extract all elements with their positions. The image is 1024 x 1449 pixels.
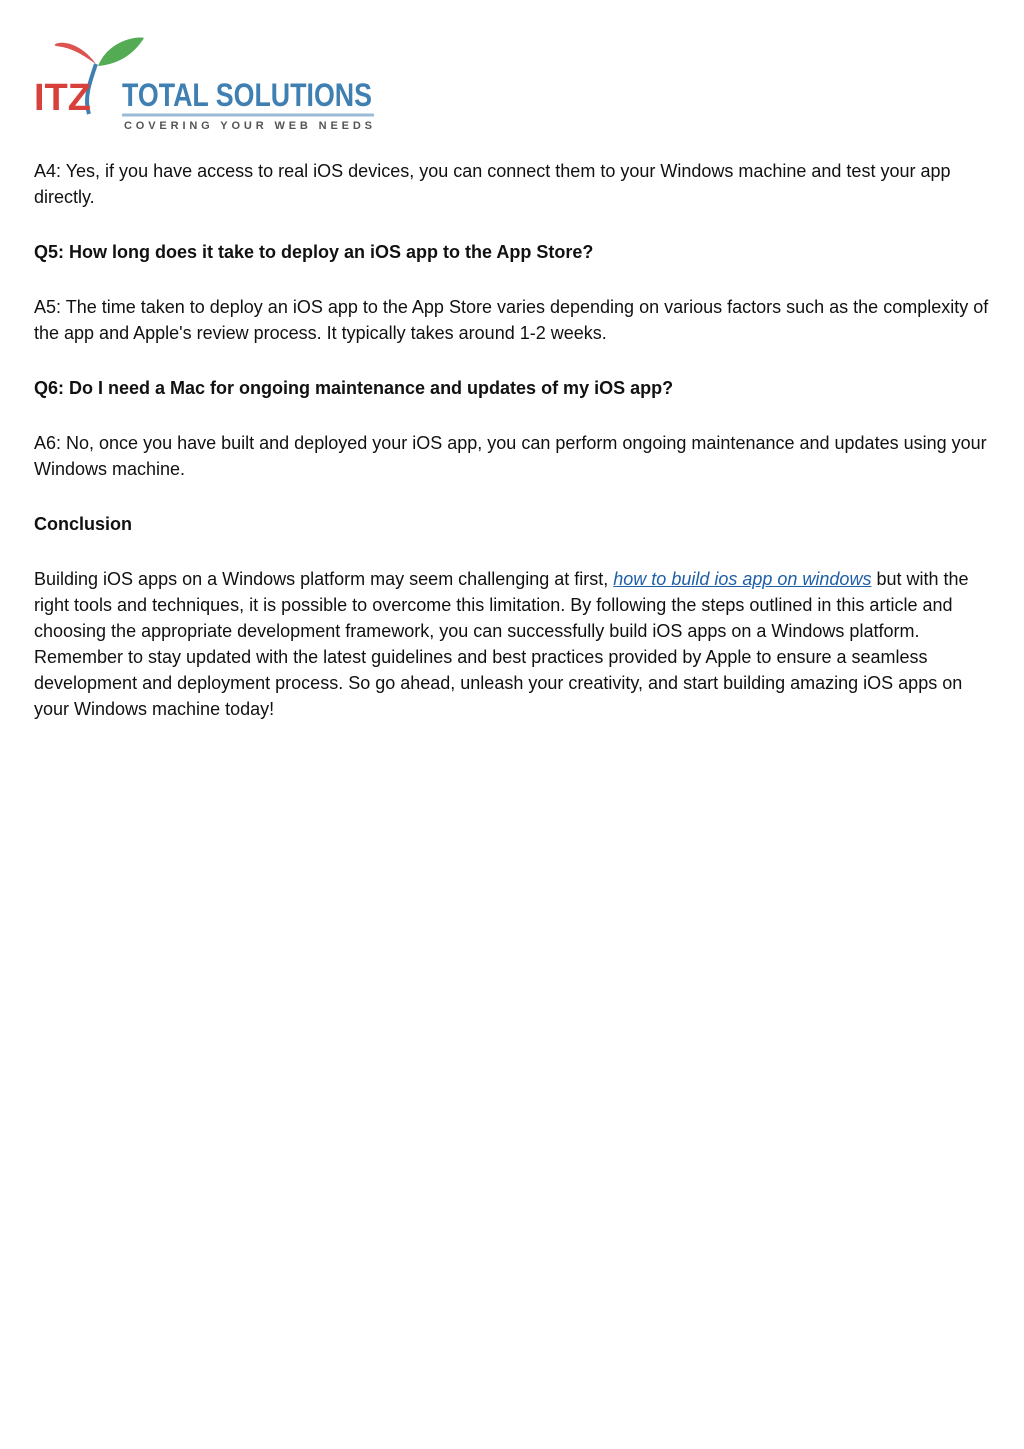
conclusion-heading: Conclusion [34,514,132,534]
conclusion-text-start: Building iOS apps on a Windows platform may seem challenging at first, [34,569,614,589]
question-q5: Q5: How long does it take to deploy an iOS app to the App Store? [34,242,594,262]
question-q6: Q6: Do I need a Mac for ongoing maintenance and updates of my iOS app? [34,378,674,398]
conclusion-paragraph [34,566,992,722]
company-logo [34,34,379,134]
document-body [34,158,992,751]
answer-a5: A5: The time taken to deploy an iOS app to the App Store varies depending on various factors such as the complexity of the app and Apple's review process. It typically takes around 1-2 weeks. [34,297,989,343]
svg-text:COVERING YOUR WEB NEEDS: COVERING YOUR WEB NEEDS [124,120,372,132]
answer-a4: A4: Yes, if you have access to real iOS devices, you can connect them to your Windows machine and test your app directly. [34,161,951,207]
how-to-build-ios-link[interactable]: how to build ios app on windows [613,569,872,589]
svg-text:ITZ: ITZ [34,77,91,119]
answer-a6: A6: No, once you have built and deployed your iOS app, you can perform ongoing maintenance and updates using your Windows machine. [34,433,987,479]
svg-text:TOTAL SOLUTIONS: TOTAL SOLUTIONS [122,77,372,113]
conclusion-text-end: but with the right tools and techniques, it is possible to overcome this limitation. By following the steps outlined in this article and choosing the appropriate development framework, you can successfully build iOS apps on a Windows platform. Remember to stay updated with the latest guidelines and best practices provided by Apple to ensure a seamless development and deployment process. So go ahead, unleash your creativity, and start building amazing iOS apps on your Windows machine today! [34,569,969,719]
